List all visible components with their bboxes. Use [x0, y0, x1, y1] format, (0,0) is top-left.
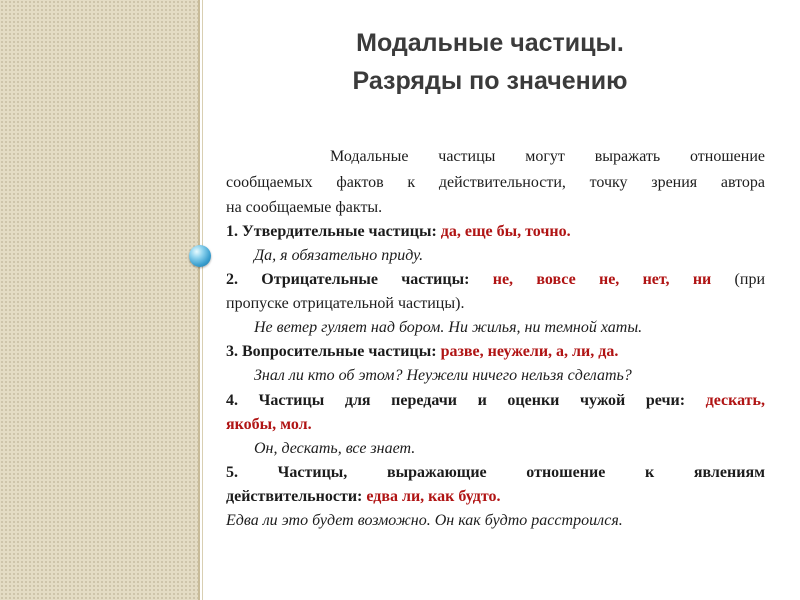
- item3-example: Знал ли кто об этом? Неужели ничего нельзя сделать?: [254, 367, 632, 384]
- item2-heading: [226, 268, 765, 292]
- item3-particles: разве, неужели, а, ли, да.: [440, 343, 619, 360]
- item4-heading: [226, 389, 765, 413]
- slide-title-line1: Модальные частицы.: [356, 29, 624, 57]
- item2-note: (при: [711, 271, 765, 288]
- item4-example: Он, дескать, все знает.: [254, 440, 416, 457]
- item1-particles: да, еще бы, точно.: [440, 223, 571, 240]
- side-divider: [198, 0, 200, 600]
- intro-line2: сообщаемых фактов к действительности, точку зрения автора: [226, 174, 765, 191]
- side-divider-thin: [202, 0, 203, 600]
- intro-line3: на сообщаемые факты.: [226, 199, 383, 216]
- blue-sphere-bullet-icon: [189, 245, 211, 267]
- item5-label-line1: 5. Частицы, выражающие отношение к явлениям: [226, 464, 765, 481]
- item3-heading: [226, 340, 765, 364]
- item5-label-line2: действительности:: [226, 488, 367, 505]
- item5-particles: едва ли, как будто.: [366, 488, 501, 505]
- item1-example: Да, я обязательно приду.: [254, 247, 424, 264]
- item5-heading-line2: [226, 485, 765, 509]
- item1-heading: [226, 220, 765, 244]
- slide-title-line2: Разряды по значению: [352, 67, 628, 95]
- item4-particles-line2-row: [226, 413, 765, 437]
- item4-particles-line1: дескать,: [705, 392, 765, 409]
- item1-label: 1. Утвердительные частицы:: [226, 223, 441, 240]
- item4-label: 4. Частицы для передачи и оценки чужой речи:: [226, 392, 706, 409]
- item2-label: 2. Отрицательные частицы:: [226, 271, 493, 288]
- item5-example: Едва ли это будет возможно. Он как будто расстроился.: [226, 512, 623, 529]
- decorative-side-panel: [0, 0, 198, 600]
- intro-line1: Модальные частицы могут выражать отношение: [330, 148, 765, 165]
- item4-particles-line2: якобы, мол.: [226, 416, 312, 433]
- item2-note-line2: пропуске отрицательной частицы).: [226, 295, 465, 312]
- item3-label: 3. Вопросительные частицы:: [226, 343, 441, 360]
- item2-example: Не ветер гуляет над бором. Ни жилья, ни темной хаты.: [254, 319, 643, 336]
- item2-particles: не, вовсе не, нет, ни: [492, 271, 712, 288]
